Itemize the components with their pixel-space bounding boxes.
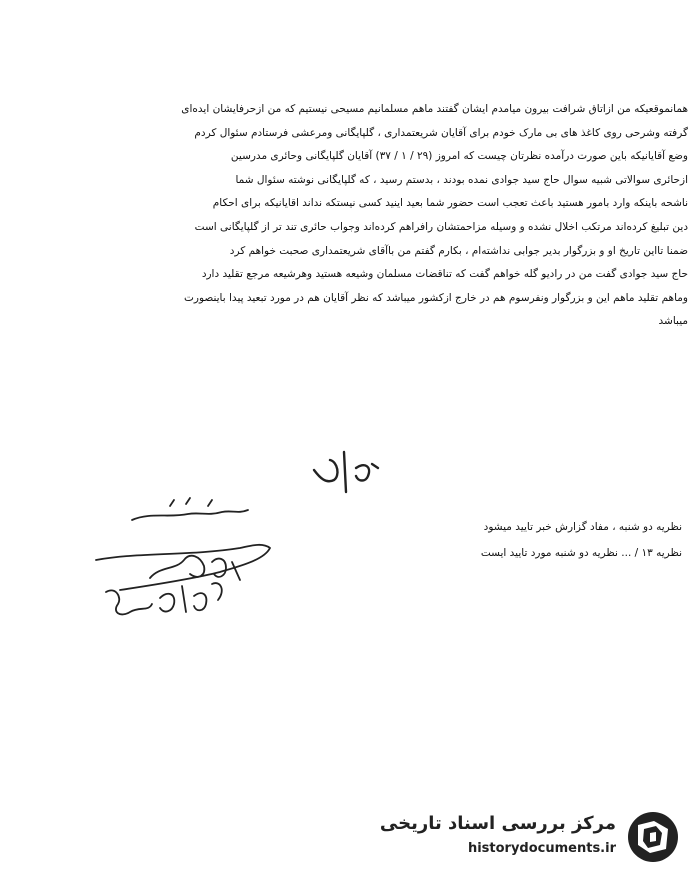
body-line: گرفته وشرحی روی کاغذ های بی مارک خودم برای آقایان شریعتمداری ، گلپایگانی ومرعشی فرستادم سئوال کردم: [194, 126, 688, 139]
body-line: وضع آقایانیکه باین صورت درآمده نظرتان چیست که امروز (۲۹ / ۱ / ۳۷) آقایان گلپایگانی وحائری مدرسین: [230, 150, 688, 163]
body-line: وماهم تقلید ماهم این و بزرگوار ونفرسوم هم در خارج ازکشور میباشد که نظر آقایان هم در مورد تبعید پیدا باینصورت: [183, 291, 688, 304]
note-line: نظریه دو شنبه ، مفاد گزارش خبر تایید میشود: [483, 521, 682, 533]
body-line: ناشحه باینکه وارد بامور هستید باعث تعجب است حضور شما بعید اینید کسی نیستکه نداند اقایانیکه برای احکام: [212, 197, 688, 210]
note-line: نظریه ۱۳ / ... نظریه دو شنبه مورد تایید ایست: [480, 547, 682, 559]
body-line: حاج سید جوادی گفت من در رادیو گله خواهم گفت که تناقضات مسلمان وشیعه هستید وهرشیعه مرجع تقلید دارد: [201, 268, 688, 281]
archive-url: historydocuments.ir: [467, 841, 616, 856]
body-line: همانموقعیکه من ازاتاق شرافت بیرون میامدم ایشان گفتند ماهم مسلمانیم مسیحی نیستیم که من ازحرفایشان ایده‌ای: [181, 103, 688, 115]
document-body: [12, 98, 688, 334]
archive-watermark: [379, 807, 686, 867]
body-line: ازحائری سوالاتی شبیه سوال حاج سید جوادی نمده بودند ، بدستم رسید ، که گلپایگانی نوشته سئوال شما: [235, 173, 688, 186]
evaluation-notes: [382, 514, 682, 566]
body-line: دین تبلیغ کرده‌اند مرتکب اخلال نشده و وسیله مزاحمتشان رافراهم کرده‌اند وجواب حائری تند تر از گلپایگانی است: [194, 220, 688, 233]
archive-title: مرکز بررسی اسناد تاریخی: [379, 813, 616, 834]
body-line: ضمنا تااین تاریخ او و بزرگوار بدیر جوابی نداشته‌ام ، بکارم گفتم من باآقای شریعتمداری صحبت خواهم کرد: [229, 244, 688, 257]
signature: [96, 498, 270, 614]
body-line: میباشد: [658, 315, 688, 328]
handwritten-number: [314, 452, 378, 492]
archive-logo-icon: [624, 809, 682, 865]
